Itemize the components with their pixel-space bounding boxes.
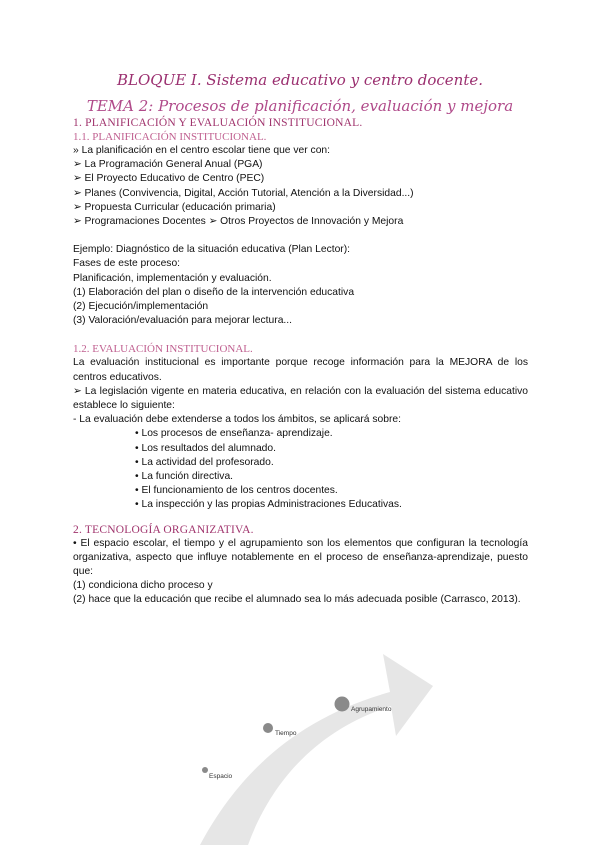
list-item: • Los resultados del alumnado. <box>135 442 276 454</box>
agrupamiento-dot <box>335 697 350 712</box>
bloque-title: BLOQUE I. Sistema educativo y centro docente. <box>116 71 483 89</box>
espacio-dot <box>202 767 208 773</box>
section-1-heading: 1. PLANIFICACIÓN Y EVALUACIÓN INSTITUCIONAL. <box>73 117 363 129</box>
tiempo-dot <box>263 723 273 733</box>
tiempo-label: Tiempo <box>275 730 297 737</box>
example-line: Fases de este proceso: <box>73 258 181 270</box>
example-line: Planificación, implementación y evaluación. <box>73 272 272 284</box>
example-line: (2) Ejecución/implementación <box>73 301 209 313</box>
section-1-2-heading: 1.2. EVALUACIÓN INSTITUCIONAL. <box>73 343 253 356</box>
list-item: ➢ Programaciones Docentes ➢ Otros Proyectos de Innovación y Mejora <box>73 216 404 228</box>
agrupamiento-label: Agrupamiento <box>351 706 392 713</box>
spacer <box>73 328 528 342</box>
document-body <box>73 116 528 608</box>
list-item: • La inspección y las propias Administraciones Educativas. <box>135 499 402 511</box>
organization-diagram <box>0 640 600 848</box>
ambitos-paragraph: - La evaluación debe extenderse a todos los ámbitos, se aplicará sobre: <box>73 414 401 426</box>
spacer <box>73 513 528 523</box>
section-2-heading: 2. TECNOLOGÍA ORGANIZATIVA. <box>73 523 254 536</box>
example-line: (3) Valoración/evaluación para mejorar lectura... <box>73 315 293 327</box>
evaluacion-paragraph: La evaluación institucional es importante porque recoge información para la MEJORA de los centros educativos. <box>73 357 528 383</box>
planificacion-intro: » La planificación en el centro escolar tiene que ver con: <box>73 145 331 156</box>
spacer <box>73 229 528 243</box>
list-item: ➢ El Proyecto Educativo de Centro (PEC) <box>73 173 265 185</box>
list-item: • La función directiva. <box>135 471 234 483</box>
list-item: • El funcionamiento de los centros docentes. <box>135 485 338 497</box>
condiciona-line: (1) condiciona dicho proceso y <box>73 580 213 592</box>
list-item: • Los procesos de enseñanza- aprendizaje. <box>135 428 333 440</box>
legislacion-paragraph: ➢ La legislación vigente en materia educativa, en relación con la evaluación del sistema educativo establece lo siguiente: <box>73 385 528 412</box>
tema-title: TEMA 2: Procesos de planificación, evaluación y mejora <box>86 97 514 115</box>
title-block <box>0 70 600 116</box>
section-1-1-heading: 1.1. PLANIFICACIÓN INSTITUCIONAL. <box>73 131 267 143</box>
list-item: • La actividad del profesorado. <box>135 456 274 468</box>
list-item: ➢ La Programación General Anual (PGA) <box>73 159 263 171</box>
list-item: ➢ Propuesta Curricular (educación primaria) <box>73 201 276 213</box>
tecnologia-paragraph: • El espacio escolar, el tiempo y el agrupamiento son los elementos que configuran la tecnología organizativa, aspecto que influye notablemente en el proceso de enseñanza-aprendizaje, puesto que: <box>73 537 528 578</box>
espacio-label: Espacio <box>209 773 233 780</box>
educacion-paragraph: (2) hace que la educación que recibe el alumnado sea lo más adecuada posible (Carrasco, 2013). <box>73 594 521 606</box>
example-line: (1) Elaboración del plan o diseño de la intervención educativa <box>73 286 355 298</box>
example-line: Ejemplo: Diagnóstico de la situación educativa (Plan Lector): <box>73 244 351 256</box>
list-item: ➢ Planes (Convivencia, Digital, Acción Tutorial, Atención a la Diversidad...) <box>73 187 414 199</box>
curved-arrow-shape <box>200 654 433 845</box>
